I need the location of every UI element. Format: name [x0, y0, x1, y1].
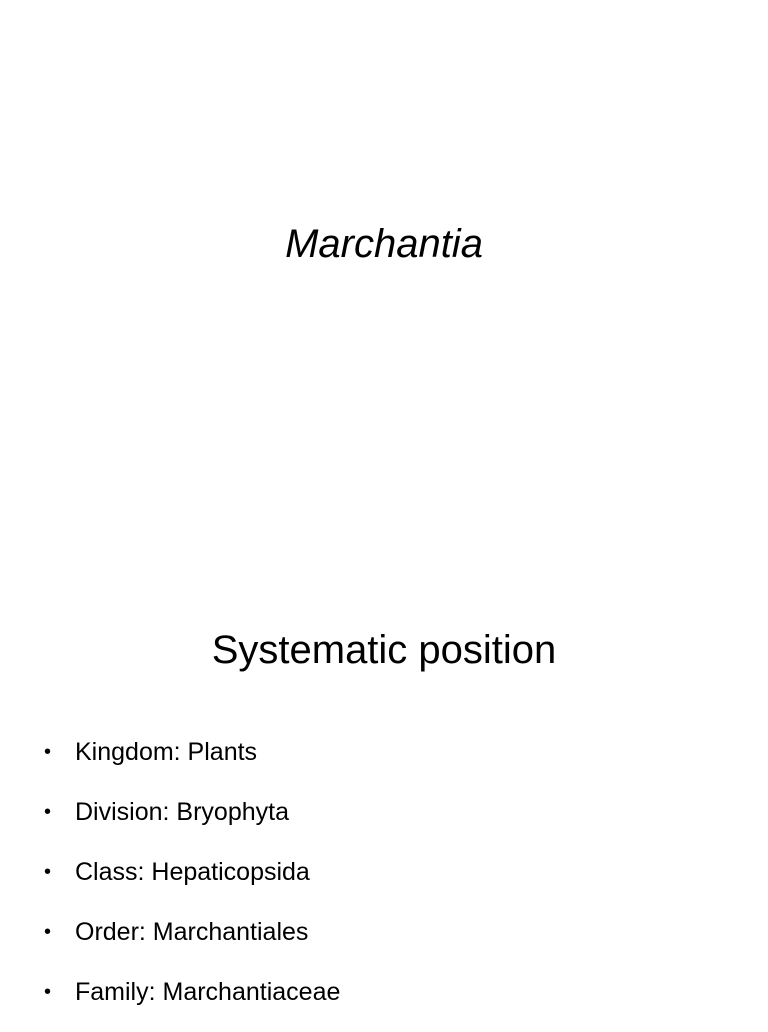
- list-item-text: Class: Hepaticopsida: [75, 858, 310, 886]
- list-item-text: Division: Bryophyta: [75, 798, 289, 826]
- bullet-icon: •: [44, 801, 52, 823]
- bullet-icon: •: [44, 741, 52, 763]
- list-item-family: [44, 972, 340, 1032]
- list-item-text: Kingdom: Plants: [75, 738, 258, 766]
- classification-list: [44, 732, 340, 1032]
- slide-heading: Systematic position: [211, 628, 557, 672]
- slide-title: Marchantia: [285, 222, 483, 266]
- bullet-icon: •: [44, 921, 52, 943]
- list-item-class: [44, 852, 340, 912]
- list-item-division: [44, 792, 340, 852]
- systematic-position-slide: [0, 576, 768, 1024]
- list-item-text: Order: Marchantiales: [75, 918, 309, 946]
- list-item-kingdom: [44, 732, 340, 792]
- bullet-icon: •: [44, 861, 52, 883]
- list-item-text: Family: Marchantiaceae: [75, 978, 341, 1006]
- list-item-order: [44, 912, 340, 972]
- bullet-icon: •: [44, 981, 52, 1003]
